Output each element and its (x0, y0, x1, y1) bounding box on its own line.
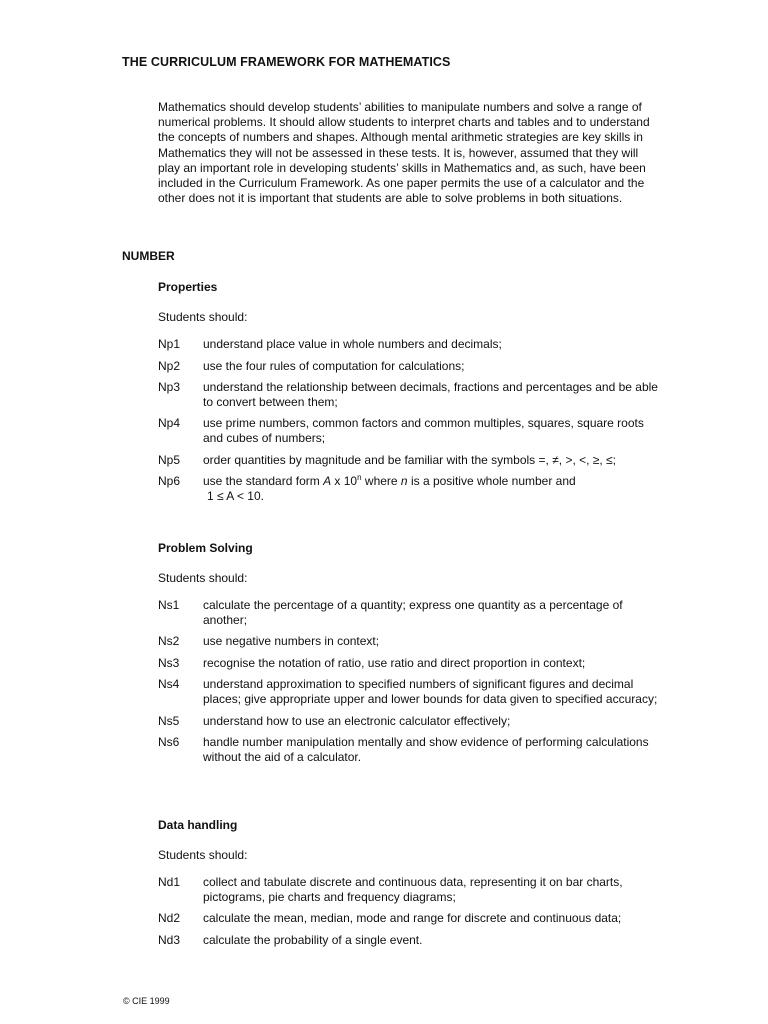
item-text: handle number manipulation mentally and show evidence of performing calculations without the aid of a calculator. (203, 735, 649, 764)
item-code: Ns5 (158, 713, 180, 728)
list-item (158, 474, 658, 503)
item-text-part: x 10 (331, 474, 358, 489)
data-handling-list (158, 875, 658, 947)
list-item (158, 735, 658, 764)
variable-a: A (323, 474, 332, 489)
list-item (158, 453, 658, 468)
item-code: Ns1 (158, 598, 180, 612)
item-text-part: is a positive whole number and (407, 474, 576, 489)
list-item (158, 598, 658, 627)
properties-section (158, 279, 658, 510)
item-code: Np6 (158, 474, 181, 489)
item-text-part: where (361, 474, 401, 489)
list-item (158, 634, 658, 649)
item-text: understand place value in whole numbers and decimals; (203, 337, 502, 351)
item-code: Ns2 (158, 634, 180, 649)
properties-list (158, 337, 658, 503)
item-text: collect and tabulate discrete and continuous data, representing it on bar charts, pictograms, pie charts and frequency diagrams; (203, 875, 623, 904)
list-item (158, 875, 658, 904)
item-text: recognise the notation of ratio, use ratio and direct proportion in context; (203, 655, 586, 670)
item-code: Ns3 (158, 655, 180, 670)
item-code: Np4 (158, 416, 181, 431)
list-item (158, 380, 658, 409)
exponent: n (357, 473, 362, 483)
item-text: understand approximation to specified numbers of significant figures and decimal places; give appropriate upper and lower bounds for data given to specified accuracy; (203, 677, 658, 706)
problem-solving-section (158, 540, 658, 771)
item-code: Ns4 (158, 677, 180, 692)
item-text: understand how to use an electronic calculator effectively; (203, 713, 511, 728)
item-text: use the four rules of computation for calculations; (203, 358, 465, 373)
list-item (158, 359, 658, 374)
data-handling-heading: Data handling (158, 818, 238, 832)
item-code: Np5 (158, 452, 181, 467)
section-heading-number: NUMBER (122, 249, 175, 263)
properties-lead: Students should: (158, 310, 248, 324)
item-code: Np2 (158, 358, 181, 373)
properties-heading: Properties (158, 280, 218, 294)
item-code: Np3 (158, 380, 181, 395)
item-code: Nd2 (158, 911, 181, 926)
variable-n: n (400, 474, 408, 489)
list-item (158, 714, 658, 729)
page-title: THE CURRICULUM FRAMEWORK FOR MATHEMATICS (122, 55, 451, 69)
list-item (158, 911, 658, 926)
list-item (158, 337, 658, 352)
problem-solving-list (158, 598, 658, 764)
problem-solving-lead: Students should: (158, 571, 248, 585)
item-text: understand the relationship between decimals, fractions and percentages and be able to convert between them; (203, 380, 658, 409)
item-code: Nd3 (158, 932, 181, 947)
intro-paragraph: Mathematics should develop students’ abilities to manipulate numbers and solve a range of numerical problems. It should allow students to interpret charts and tables and to understand the concepts of numbers and shapes. Although mental arithmetic strategies are key skills in Mathematics they will not be assessed in these tests. It is, however, assumed that they will play an important role in developing students’ skills in Mathematics and, as such, have been included in the Curriculum Framework. As one paper permits the use of a calculator and the other does not it is important that students are able to solve problems in both situations. (158, 100, 650, 206)
list-item (158, 416, 658, 445)
data-handling-section (158, 817, 658, 954)
list-item (158, 677, 658, 706)
copyright-footer: © CIE 1999 (123, 996, 170, 1006)
list-item (158, 656, 658, 671)
item-text: calculate the mean, median, mode and range for discrete and continuous data; (203, 911, 622, 926)
list-item (158, 933, 658, 948)
item-text-line2: 1 ≤ A < 10. (207, 488, 264, 503)
item-text: use negative numbers in context; (203, 634, 380, 649)
data-handling-lead: Students should: (158, 848, 248, 862)
item-text: calculate the percentage of a quantity; express one quantity as a percentage of another; (203, 598, 623, 627)
item-text (203, 474, 658, 503)
item-text-part: use the standard form (203, 474, 324, 489)
item-code: Np1 (158, 337, 181, 351)
problem-solving-heading: Problem Solving (158, 541, 253, 555)
item-code: Ns6 (158, 735, 180, 750)
item-text: calculate the probability of a single event. (203, 932, 423, 947)
item-text: use prime numbers, common factors and common multiples, squares, square roots and cubes of numbers; (203, 416, 644, 445)
item-code: Nd1 (158, 875, 181, 889)
item-text: order quantities by magnitude and be familiar with the symbols =, ≠, >, <, ≥, ≤; (203, 452, 616, 467)
